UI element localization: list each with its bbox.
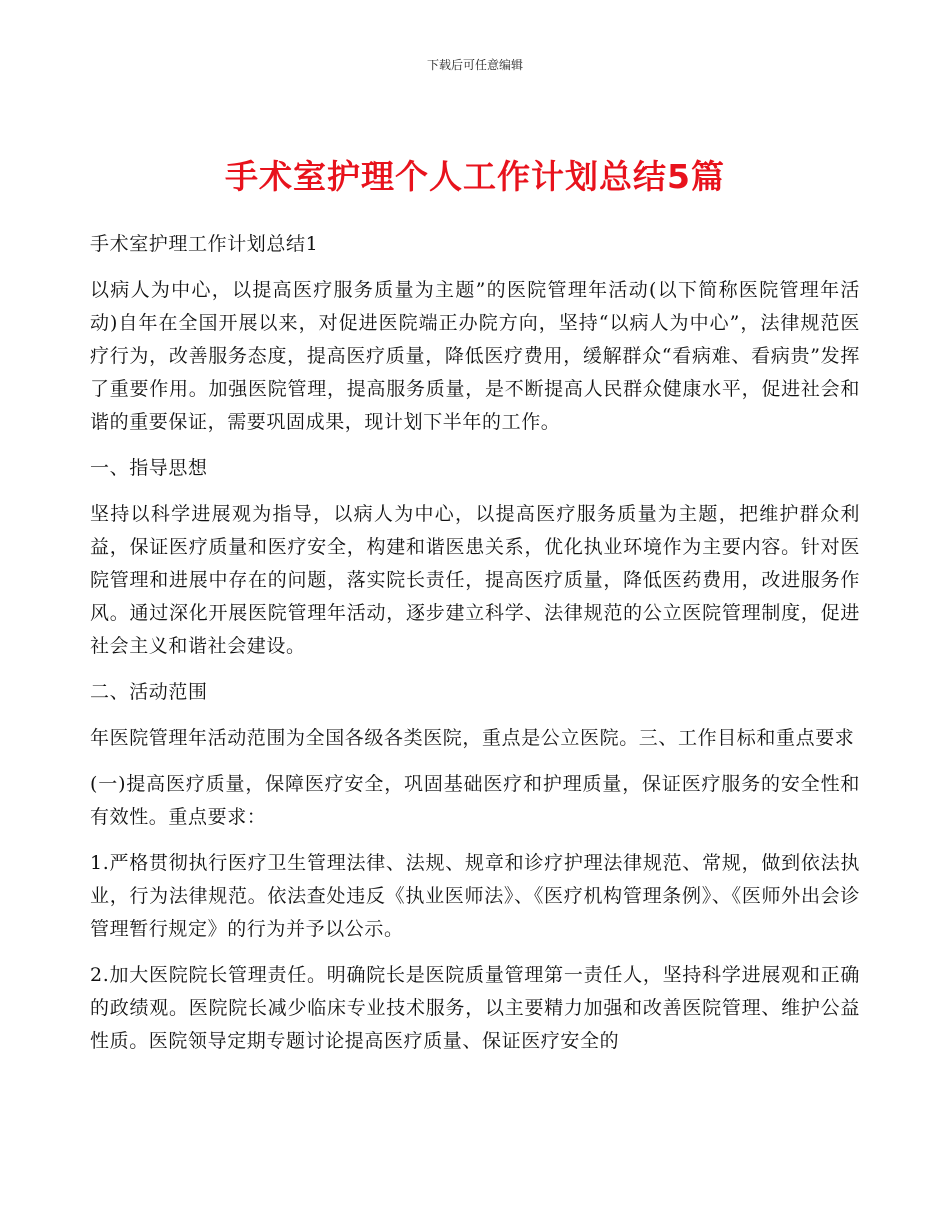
paragraph-intro: 以病人为中心，以提高医疗服务质量为主题”的医院管理年活动(以下简称医院管理年活动)自年在全国开展以来，对促进医院端正办院方向，坚持“以病人为中心”，法律规范医疗行为，改善服务态度，提高医疗质量，降低医疗费用，缓解群众“看病难、看病贵”发挥了重要作用。加强医院管理，提高服务质量，是不断提高人民群众健康水平，促进社会和谐的重要保证，需要巩固成果，现计划下半年的工作。 <box>90 279 860 433</box>
section-heading-summary-1: 手术室护理工作计划总结1 <box>90 233 319 255</box>
section-heading-activity-scope: 二、活动范围 <box>90 681 208 703</box>
paragraph-item-1: 1.严格贯彻执行医疗卫生管理法律、法规、规章和诊疗护理法律规范、常规，做到依法执业，行为法律规范。依法查处违反《执业医师法》、《医疗机构管理条例》、《医师外出会诊管理暂行规定》的行为并予以公示。 <box>90 852 860 940</box>
document-title: 手术室护理个人工作计划总结5篇 <box>225 157 725 196</box>
paragraph-guiding-thought: 坚持以科学进展观为指导，以病人为中心，以提高医疗服务质量为主题，把维护群众利益，保证医疗质量和医疗安全，构建和谐医患关系，优化执业环境作为主要内容。针对医院管理和进展中存在的问题，落实院长责任，提高医疗质量，降低医药费用，改进服务作风。通过深化开展医院管理年活动，逐步建立科学、法律规范的公立医院管理制度，促进社会主义和谐社会建设。 <box>90 503 860 657</box>
paragraph-activity-scope: 年医院管理年活动范围为全国各级各类医院，重点是公立医院。三、工作目标和重点要求 <box>90 727 855 749</box>
section-heading-guiding-thought: 一、指导思想 <box>90 457 208 479</box>
paragraph-quality-goal: (一)提高医疗质量，保障医疗安全，巩固基础医疗和护理质量，保证医疗服务的安全性和有效性。重点要求： <box>90 773 860 828</box>
paragraph-item-2: 2.加大医院院长管理责任。明确院长是医院质量管理第一责任人，坚持科学进展观和正确的政绩观。医院院长减少临床专业技术服务，以主要精力加强和改善医院管理、维护公益性质。医院领导定期专题讨论提高医疗质量、保证医疗安全的 <box>90 964 860 1052</box>
download-note: 下载后可任意编辑 <box>426 58 523 72</box>
